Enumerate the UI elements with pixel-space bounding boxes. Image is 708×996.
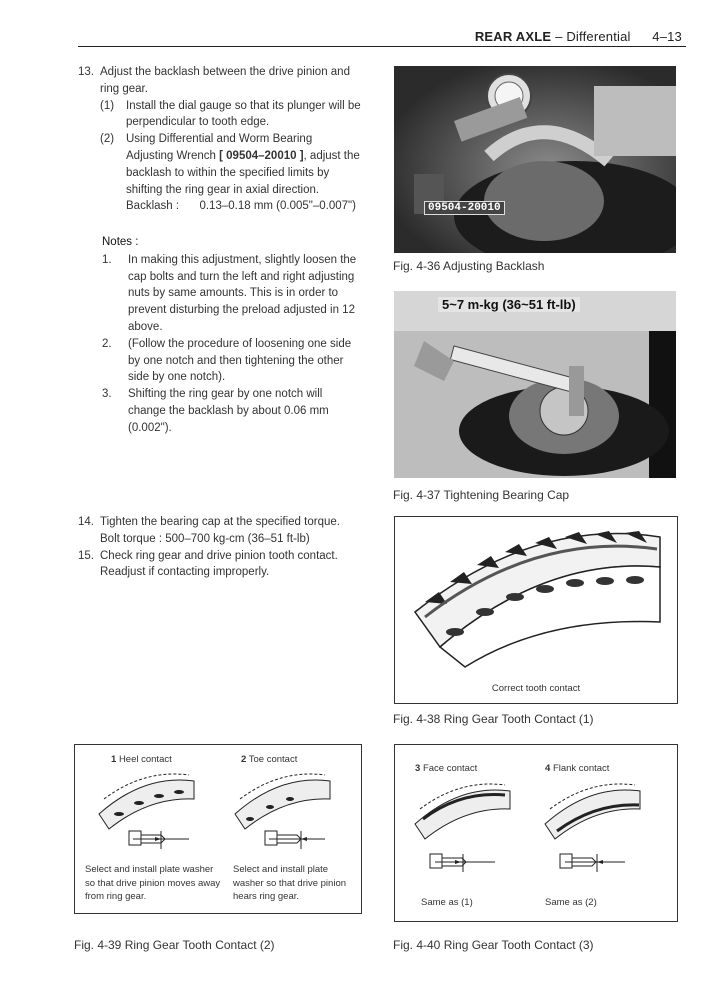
- panel-toe-number: 2: [241, 754, 247, 765]
- step-13-sub2-text-b: , adjust the backlash to within the specified limits by shifting the ring gear in axial direction.: [126, 149, 360, 196]
- torque-label: 5~7 m-kg (36~51 ft-lb): [438, 297, 580, 312]
- heel-contact-instruction: Select and install plate washer so that drive pinion moves away from ring gear.: [85, 864, 221, 902]
- header-section: REAR AXLE: [474, 29, 552, 44]
- panel-face-label: Face contact: [422, 763, 478, 774]
- step-15-text: Check ring gear and drive pinion tooth contact.: [100, 549, 338, 562]
- ring-gear-diagram-face-flank: [394, 744, 678, 922]
- toe-contact-drawing: [225, 769, 345, 854]
- panel-flank-label: Flank contact: [552, 763, 610, 774]
- flank-contact-instruction: Same as (2): [545, 897, 597, 908]
- bolt-torque: Bolt torque : 500–700 kg-cm (36–51 ft-lb): [100, 532, 310, 545]
- note-number: 2.: [102, 337, 112, 350]
- panel-heel-label: Heel contact: [118, 754, 172, 765]
- face-contact-drawing: [405, 779, 525, 879]
- note-number: 3.: [102, 388, 112, 401]
- step-13-sub1-number: (1): [100, 99, 115, 112]
- backlash-value: 0.13–0.18 mm (0.005"–0.007"): [199, 200, 356, 213]
- note-text: Shifting the ring gear by one notch will change the backlash by about 0.06 mm (0.002").: [128, 388, 329, 434]
- fig-39-caption: Fig. 4-39 Ring Gear Tooth Contact (2): [74, 938, 275, 952]
- panel-toe-title: [241, 754, 297, 765]
- notes: [102, 234, 362, 437]
- correct-tooth-contact-label: Correct tooth contact: [491, 683, 581, 694]
- note-text: (Follow the procedure of loosening one side by one notch and then tightening the other side by one notch).: [128, 337, 352, 384]
- panel-face-number: 3: [415, 763, 421, 774]
- step-13-sub1-text: Install the dial gauge so that its plunger will be perpendicular to tooth edge.: [126, 99, 361, 129]
- header-rule: [78, 46, 686, 47]
- toe-contact-instruction: Select and install plate washer so that drive pinion hears ring gear.: [233, 864, 347, 902]
- panel-flank-title: [545, 763, 609, 774]
- note-number: 1.: [102, 253, 112, 266]
- panel-toe-label: Toe contact: [248, 754, 298, 765]
- tool-part-number: [ 09504–20010 ]: [219, 149, 304, 162]
- note-text: In making this adjustment, slightly loosen the cap bolts and turn the left and right adjusting nuts by same amounts. This is in order to prevent disturbing the preload adjusted in 12 above.: [128, 253, 357, 333]
- note-item: [102, 252, 362, 336]
- ring-gear-diagram-heel-toe: [74, 744, 362, 914]
- photo-adjusting-backlash-art: [394, 66, 676, 253]
- photo-tightening-bearing-cap: [394, 291, 676, 478]
- fig-36-caption: Fig. 4-36 Adjusting Backlash: [393, 259, 545, 273]
- fig-38-caption: Fig. 4-38 Ring Gear Tooth Contact (1): [393, 712, 594, 726]
- note-item: [102, 336, 362, 386]
- tool-label: 09504-20010: [424, 201, 505, 215]
- step-13: [78, 64, 362, 215]
- fig-40-caption: Fig. 4-40 Ring Gear Tooth Contact (3): [393, 938, 594, 952]
- heel-contact-drawing: [89, 769, 209, 854]
- fig-37-caption: Fig. 4-37 Tightening Bearing Cap: [393, 488, 570, 502]
- ring-gear-correct-drawing: [395, 517, 677, 677]
- step-15-text2: Readjust if contacting improperly.: [100, 566, 270, 579]
- step-13-text: Adjust the backlash between the drive pinion and ring gear.: [100, 66, 350, 95]
- step-14-15: [78, 514, 362, 581]
- step-13-sub2-text-a: Using Differential and Worm Bearing Adjusting Wrench: [126, 133, 313, 162]
- backlash-label: Backlash :: [126, 200, 180, 213]
- step-14-number: 14.: [78, 516, 94, 528]
- flank-contact-drawing: [535, 779, 655, 879]
- ring-gear-diagram-correct: [394, 516, 678, 704]
- panel-heel-number: 1: [111, 754, 117, 765]
- notes-title: Notes :: [102, 236, 139, 248]
- panel-flank-number: 4: [545, 763, 551, 774]
- page-number: 4–13: [652, 29, 682, 44]
- running-header: [475, 29, 682, 44]
- step-13-number: 13.: [78, 66, 94, 78]
- step-13-sub2-number: (2): [100, 133, 115, 146]
- face-contact-instruction: Same as (1): [421, 897, 473, 908]
- note-item: [102, 386, 362, 436]
- header-subsection: – Differential: [551, 29, 631, 44]
- photo-adjusting-backlash: [394, 66, 676, 253]
- panel-heel-title: [111, 754, 172, 765]
- photo-tightening-bearing-cap-art: [394, 291, 676, 478]
- panel-face-title: [415, 763, 477, 774]
- step-14-text: Tighten the bearing cap at the specified torque.: [100, 516, 340, 528]
- step-15-number: 15.: [78, 549, 94, 562]
